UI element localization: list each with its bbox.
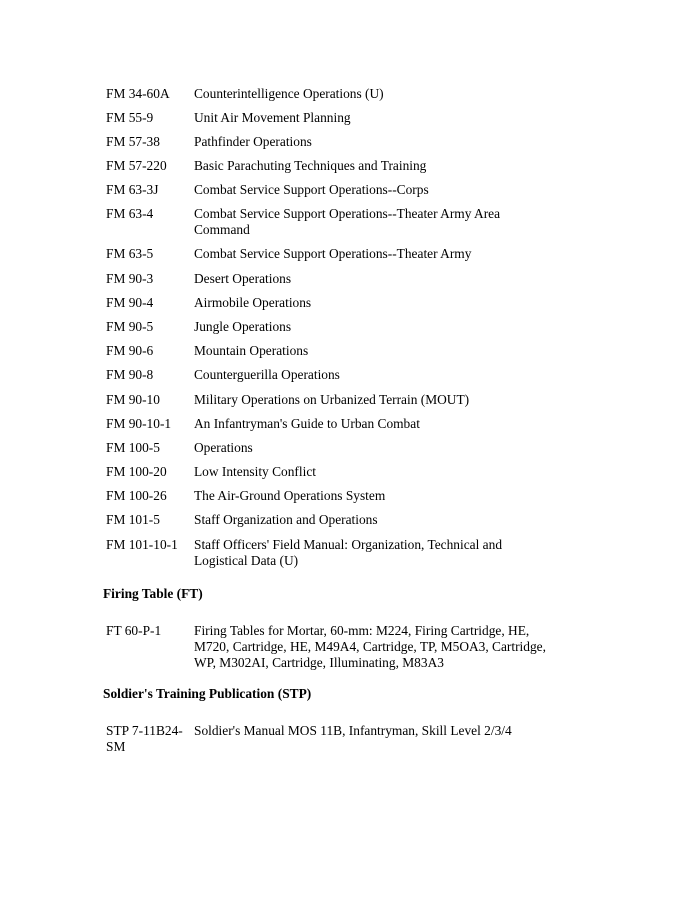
publication-title: An Infantryman's Guide to Urban Combat <box>194 416 420 431</box>
publication-code: FM 100-5 <box>106 440 160 455</box>
publication-code: FM 63-5 <box>106 246 154 261</box>
list-item <box>106 392 546 408</box>
list-item <box>106 295 546 311</box>
publication-title: Staff Organization and Operations <box>194 512 378 527</box>
publication-title: Staff Officers' Field Manual: Organization, Technical and Logistical Data (U) <box>194 537 503 568</box>
publication-title: Counterguerilla Operations <box>194 367 340 382</box>
list-item <box>106 537 546 569</box>
publication-code: FM 101-10-1 <box>106 537 178 552</box>
list-item <box>106 488 546 504</box>
list-item <box>106 623 546 671</box>
list-item <box>106 416 546 432</box>
publication-title: Mountain Operations <box>194 343 309 358</box>
publication-code: FM 55-9 <box>106 110 154 125</box>
list-item <box>106 158 546 174</box>
list-item <box>106 134 546 150</box>
publication-title: Combat Service Support Operations--Theater Army <box>194 246 472 261</box>
list-item <box>106 343 546 359</box>
publication-title: Unit Air Movement Planning <box>194 110 351 125</box>
publication-code: FM 57-220 <box>106 158 167 173</box>
publication-title: Counterintelligence Operations (U) <box>194 86 384 101</box>
publication-code: FM 90-3 <box>106 271 154 286</box>
publication-title: Desert Operations <box>194 271 292 286</box>
publication-title: Jungle Operations <box>194 319 292 334</box>
publication-code: FM 90-10 <box>106 392 160 407</box>
publication-title: Firing Tables for Mortar, 60-mm: M224, Firing Cartridge, HE, M720, Cartridge, HE, M49A4, Cartridge, TP, M5OA3, Cartridge, WP, M302AI, Cartridge, Illuminating, M83A3 <box>194 623 546 670</box>
publication-code: FM 90-8 <box>106 367 154 382</box>
publication-code: FM 34-60A <box>106 86 170 101</box>
list-item <box>106 723 546 755</box>
publication-code: FM 101-5 <box>106 512 160 527</box>
publication-title: Basic Parachuting Techniques and Training <box>194 158 427 173</box>
list-item <box>106 319 546 335</box>
publication-code: FM 90-10-1 <box>106 416 172 431</box>
publication-title: Soldier's Manual MOS 11B, Infantryman, Skill Level 2/3/4 <box>194 723 512 738</box>
publication-title: Airmobile Operations <box>194 295 312 310</box>
publication-title: Combat Service Support Operations--Corps <box>194 182 429 197</box>
publication-code: FM 90-4 <box>106 295 154 310</box>
publication-code: FM 90-6 <box>106 343 154 358</box>
list-item <box>106 86 546 102</box>
publication-title: Pathfinder Operations <box>194 134 312 149</box>
list-item <box>106 464 546 480</box>
publication-code: FT 60-P-1 <box>106 623 162 638</box>
publication-code: FM 57-38 <box>106 134 160 149</box>
publication-title: Operations <box>194 440 253 455</box>
publication-title: Military Operations on Urbanized Terrain (MOUT) <box>194 392 470 407</box>
publication-code: FM 100-20 <box>106 464 167 479</box>
publication-title: Low Intensity Conflict <box>194 464 316 479</box>
publication-title: The Air-Ground Operations System <box>194 488 386 503</box>
list-item <box>106 182 546 198</box>
publication-code: FM 90-5 <box>106 319 154 334</box>
list-item <box>106 206 546 238</box>
publication-code: STP 7-11B24-SM <box>106 723 183 754</box>
publication-code: FM 100-26 <box>106 488 167 503</box>
list-item <box>106 271 546 287</box>
publication-title: Combat Service Support Operations--Theater Army Area Command <box>194 206 501 237</box>
section-heading-firing-table: Firing Table (FT) <box>103 586 203 601</box>
list-item <box>106 512 546 528</box>
list-item <box>106 440 546 456</box>
publication-code: FM 63-3J <box>106 182 159 197</box>
section-heading-stp: Soldier's Training Publication (STP) <box>103 686 312 701</box>
publication-code: FM 63-4 <box>106 206 154 221</box>
list-item <box>106 367 546 383</box>
list-item <box>106 110 546 126</box>
list-item <box>106 246 546 262</box>
